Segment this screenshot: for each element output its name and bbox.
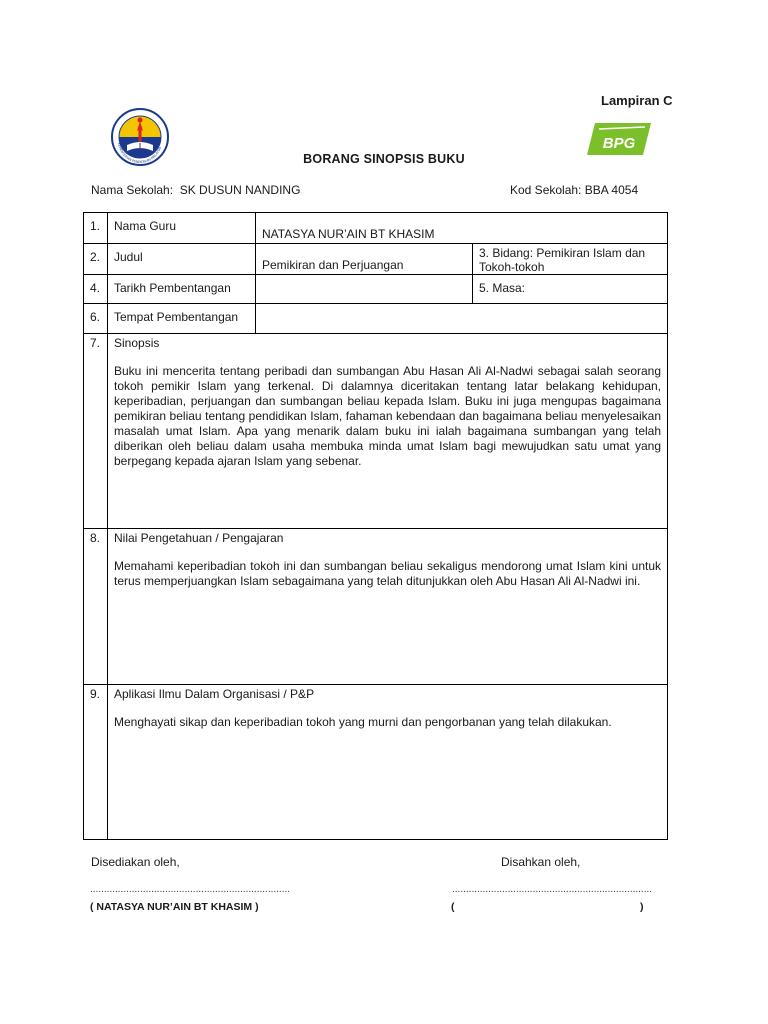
row-aplikasi xyxy=(84,685,668,840)
nilai-heading: Nilai Pengetahuan / Pengajaran xyxy=(114,531,284,545)
nama-guru-value: NATASYA NUR’AIN BT KHASIM xyxy=(256,213,668,244)
form-title: BORANG SINOPSIS BUKU xyxy=(303,152,465,166)
kod-sekolah-label: Kod Sekolah: xyxy=(510,183,582,197)
kod-sekolah-value: BBA 4054 xyxy=(584,183,639,197)
aplikasi-text: Menghayati sikap dan keperibadian tokoh yang murni dan pengorbanan yang telah dilakukan. xyxy=(114,715,612,729)
synopsis-form-table xyxy=(83,212,668,840)
sinopsis-cell xyxy=(108,334,668,529)
row-nama-guru xyxy=(84,213,668,244)
svg-text:KEMENTERIAN PENDIDIKAN MALAYSI: KEMENTERIAN PENDIDIKAN MALAYSIA xyxy=(117,142,163,165)
bidang-cell: 3. Bidang: Pemikiran Islam dan Tokoh-tokoh xyxy=(473,244,668,275)
nama-sekolah-line xyxy=(91,183,300,197)
nama-sekolah-value: SK DUSUN NANDING xyxy=(179,183,301,197)
row-label: Judul xyxy=(108,244,256,275)
sinopsis-text: Buku ini mencerita tentang peribadi dan sumbangan Abu Hasan Ali Al-Nadwi sebagai salah seorang tokoh pemikir Islam yang terkenal. Di dalamnya diceritakan tentang latar belakang kehidupan, keperibadian, perjuangan dan sumbangan beliau kepada Islam. Buku ini juga mengupas bagaimana pemikiran beliau tentang pendidikan Islam, fahaman kebendaan dan bagaimana beliau menyelesaikan masalah umat Islam. Apa yang menarik dalam buku ini ialah bagaimana sumbangan yang telah diberikan oleh beliau dalam usaha membuka minda umat Islam bagi mewujudkan satu umat yang berpegang kepada ajaran Islam yang sebenar. xyxy=(114,364,662,468)
row-number: 2. xyxy=(84,244,108,275)
svg-text:BPG: BPG xyxy=(602,135,636,152)
row-nilai xyxy=(84,529,668,685)
row-tarikh xyxy=(84,275,668,304)
disediakan-label: Disediakan oleh, xyxy=(91,855,180,869)
row-number: 1. xyxy=(84,213,108,244)
approved-signature-line: ........................................................................ xyxy=(452,884,653,895)
row-label: Tempat Pembentangan xyxy=(108,304,256,334)
approved-name-open: ( xyxy=(451,901,455,913)
row-number: 7. xyxy=(84,334,108,529)
row-number: 9. xyxy=(84,685,108,840)
row-label: Tarikh Pembentangan xyxy=(108,275,256,304)
prepared-name: ( NATASYA NUR’AIN BT KHASIM ) xyxy=(90,901,259,913)
lampiran-label: Lampiran C xyxy=(601,93,673,108)
aplikasi-heading: Aplikasi Ilmu Dalam Organisasi / P&P xyxy=(114,687,315,701)
row-number: 8. xyxy=(84,529,108,685)
row-tempat xyxy=(84,304,668,334)
kod-sekolah-line xyxy=(510,183,638,197)
tempat-value xyxy=(256,304,668,334)
prepared-signature-line: ........................................................................ xyxy=(90,884,291,895)
approved-name-close: ) xyxy=(640,901,644,913)
row-number: 6. xyxy=(84,304,108,334)
nilai-text: Memahami keperibadian tokoh ini dan sumbangan beliau sekaligus mendorong umat Islam kini untuk terus memperjuangkan Islam sebagaimana yang telah ditunjukkan oleh Abu Hasan Ali Al-Nadwi ini. xyxy=(114,559,662,588)
masa-cell: 5. Masa: xyxy=(473,275,668,304)
nilai-cell xyxy=(108,529,668,685)
judul-value: Pemikiran dan Perjuangan xyxy=(256,244,473,275)
disahkan-label: Disahkan oleh, xyxy=(501,855,581,869)
row-sinopsis xyxy=(84,334,668,529)
aplikasi-cell xyxy=(108,685,668,840)
row-label: Nama Guru xyxy=(108,213,256,244)
sinopsis-heading: Sinopsis xyxy=(114,336,160,350)
row-number: 4. xyxy=(84,275,108,304)
nama-sekolah-label: Nama Sekolah: xyxy=(91,183,174,197)
tarikh-value xyxy=(256,275,473,304)
row-judul xyxy=(84,244,668,275)
